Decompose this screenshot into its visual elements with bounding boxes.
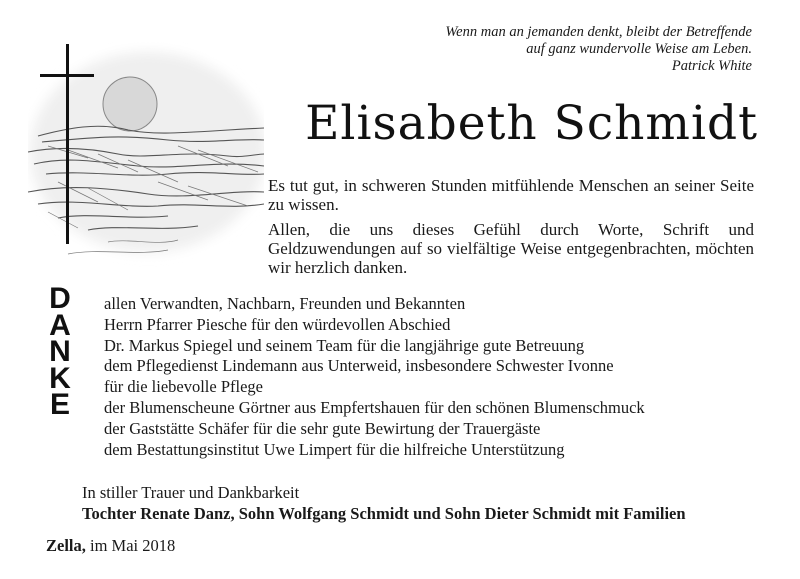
closing-block bbox=[82, 482, 772, 524]
intro-text bbox=[268, 176, 754, 283]
thanks-item: dem Bestattungsinstitut Uwe Limpert für die hilfreiche Unterstützung bbox=[104, 439, 565, 459]
thanks-item: Dr. Markus Spiegel und seinem Team für die langjährige gute Betreuung bbox=[104, 335, 585, 355]
place-date bbox=[46, 536, 175, 556]
quote-line: auf ganz wundervolle Weise am Leben. bbox=[526, 41, 752, 57]
thanks-list bbox=[104, 294, 744, 460]
quote-line: Wenn man an jemanden denkt, bleibt der Betreffende bbox=[445, 24, 752, 40]
thanks-item: der Gaststätte Schäfer für die sehr gute Bewirtung der Trauergäste bbox=[104, 418, 541, 438]
family-signature: Tochter Renate Danz, Sohn Wolfgang Schmidt und Sohn Dieter Schmidt mit Familien bbox=[82, 504, 686, 523]
thanks-item: Herrn Pfarrer Piesche für den würdevollen Abschied bbox=[104, 314, 451, 334]
danke-vertical-heading bbox=[40, 282, 80, 421]
thanks-item: allen Verwandten, Nachbarn, Freunden und Bekannten bbox=[104, 294, 466, 313]
thanks-item: dem Pflegedienst Lindemann aus Unterweid, insbesondere Schwester Ivonne bbox=[104, 356, 614, 376]
intro-paragraph: Allen, die uns dieses Gefühl durch Worte, Schrift und Geldzuwendungen auf so vielfältige Weise entgegenbrachten, möchten wir herzlich danken. bbox=[268, 220, 754, 277]
deceased-name: Elisabeth Schmidt bbox=[305, 96, 758, 151]
danke-letter: A bbox=[49, 308, 71, 342]
thanks-item: für die liebevolle Pflege bbox=[104, 377, 263, 397]
danke-letter: D bbox=[49, 282, 71, 315]
intro-paragraph: Es tut gut, in schweren Stunden mitfühlende Menschen an seiner Seite zu wissen. bbox=[268, 176, 754, 214]
danke-letter: K bbox=[49, 361, 71, 395]
epigraph-quote bbox=[372, 24, 752, 75]
cross-landscape-illustration bbox=[28, 42, 264, 278]
quote-author: Patrick White bbox=[671, 58, 752, 74]
danke-letter: E bbox=[49, 388, 70, 421]
place-town: Zella, bbox=[46, 536, 86, 555]
sun-icon bbox=[103, 77, 157, 131]
thanks-item: der Blumenscheune Görtner aus Empfertshauen für den schönen Blumenschmuck bbox=[104, 397, 645, 417]
date-text: im Mai 2018 bbox=[85, 536, 176, 555]
danke-letter: N bbox=[49, 335, 71, 368]
closing-line: In stiller Trauer und Dankbarkeit bbox=[82, 483, 300, 502]
